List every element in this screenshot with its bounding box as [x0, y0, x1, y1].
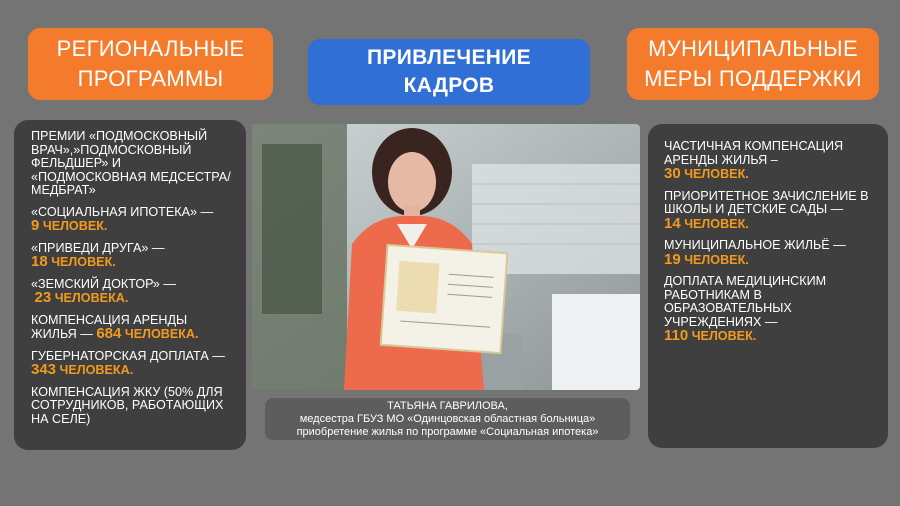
item-text: МУНИЦИПАЛЬНОЕ ЖИЛЬЁ — [664, 238, 846, 252]
item-text: ПРЕМИИ «ПОДМОСКОВНЫЙ ВРАЧ»,»ПОДМОСКОВНЫЙ ФЕЛЬДШЕР» И «ПОДМОСКОВНАЯ МЕДСЕСТРА/МЕДБРАТ» [31, 129, 231, 197]
caption-name: ТАТЬЯНА ГАВРИЛОВА, [387, 400, 508, 412]
list-item [664, 239, 878, 267]
header-municipal-support: МУНИЦИПАЛЬНЫЕ МЕРЫ ПОДДЕРЖКИ [627, 28, 879, 100]
item-count: 18 [31, 253, 48, 270]
item-count: 19 [664, 250, 681, 268]
list-item [31, 130, 236, 198]
item-unit: ЧЕЛОВЕК. [51, 255, 116, 269]
item-count: 30 [664, 165, 681, 182]
item-text: ГУБЕРНАТОРСКАЯ ДОПЛАТА — [31, 348, 225, 363]
caption-program: приобретение жилья по программе «Социальная ипотека» [296, 426, 599, 438]
list-item [664, 275, 878, 344]
item-count: 684 [96, 325, 122, 342]
list-item [664, 140, 878, 182]
list-item [31, 350, 236, 378]
item-unit: ЧЕЛОВЕКА. [124, 327, 199, 341]
item-text: КОМПЕНСАЦИЯ ЖКУ (50% ДЛЯ СОТРУДНИКОВ, РАБОТАЮЩИХ НА СЕЛЕ) [31, 384, 224, 426]
list-item [664, 190, 878, 232]
item-count: 23 [34, 289, 52, 306]
item-unit: ЧЕЛОВЕК. [691, 329, 757, 343]
caption-position: медсестра ГБУЗ МО «Одинцовская областная больница» [299, 413, 596, 425]
item-count: 9 [31, 217, 40, 234]
item-count: 110 [664, 327, 689, 344]
item-text: ДОПЛАТА МЕДИЦИНСКИМ РАБОТНИКАМ В ОБРАЗОВАТЕЛЬНЫХ УЧРЕЖДЕНИЯХ — [664, 274, 827, 329]
item-text: «СОЦИАЛЬНАЯ ИПОТЕКА» — [31, 204, 214, 219]
nurse-photo [252, 124, 640, 390]
item-unit: ЧЕЛОВЕК. [684, 216, 749, 231]
item-text: «ЗЕМСКИЙ ДОКТОР» — [31, 276, 176, 291]
item-text: «ПРИВЕДИ ДРУГА» — [31, 240, 165, 255]
list-item [31, 314, 236, 342]
regional-programs-panel [14, 120, 246, 450]
item-count: 14 [664, 214, 681, 232]
item-text: ПРИОРИТЕТНОЕ ЗАЧИСЛЕНИЕ В ШКОЛЫ И ДЕТСКИЕ САДЫ — [664, 188, 869, 216]
item-text: ЧАСТИЧНАЯ КОМПЕНСАЦИЯ АРЕНДЫ ЖИЛЬЯ – [664, 139, 844, 167]
list-item [31, 278, 236, 306]
item-unit: ЧЕЛОВЕКА. [54, 291, 129, 305]
list-item [31, 206, 236, 234]
header-regional-programs: РЕГИОНАЛЬНЫЕ ПРОГРАММЫ [28, 28, 273, 100]
photo-illustration [252, 124, 640, 390]
list-item [31, 242, 236, 270]
item-unit: ЧЕЛОВЕК. [42, 219, 108, 233]
list-item [31, 386, 236, 427]
item-unit: ЧЕЛОВЕК. [684, 252, 749, 267]
item-unit: ЧЕЛОВЕК. [684, 167, 749, 181]
photo-caption [265, 398, 630, 440]
item-count: 343 [31, 361, 57, 378]
item-unit: ЧЕЛОВЕКА. [59, 363, 134, 377]
municipal-support-panel [648, 124, 888, 448]
item-text: КОМПЕНСАЦИЯ АРЕНДЫ ЖИЛЬЯ — [31, 312, 188, 341]
header-staff-recruitment: ПРИВЛЕЧЕНИЕ КАДРОВ [308, 39, 590, 105]
